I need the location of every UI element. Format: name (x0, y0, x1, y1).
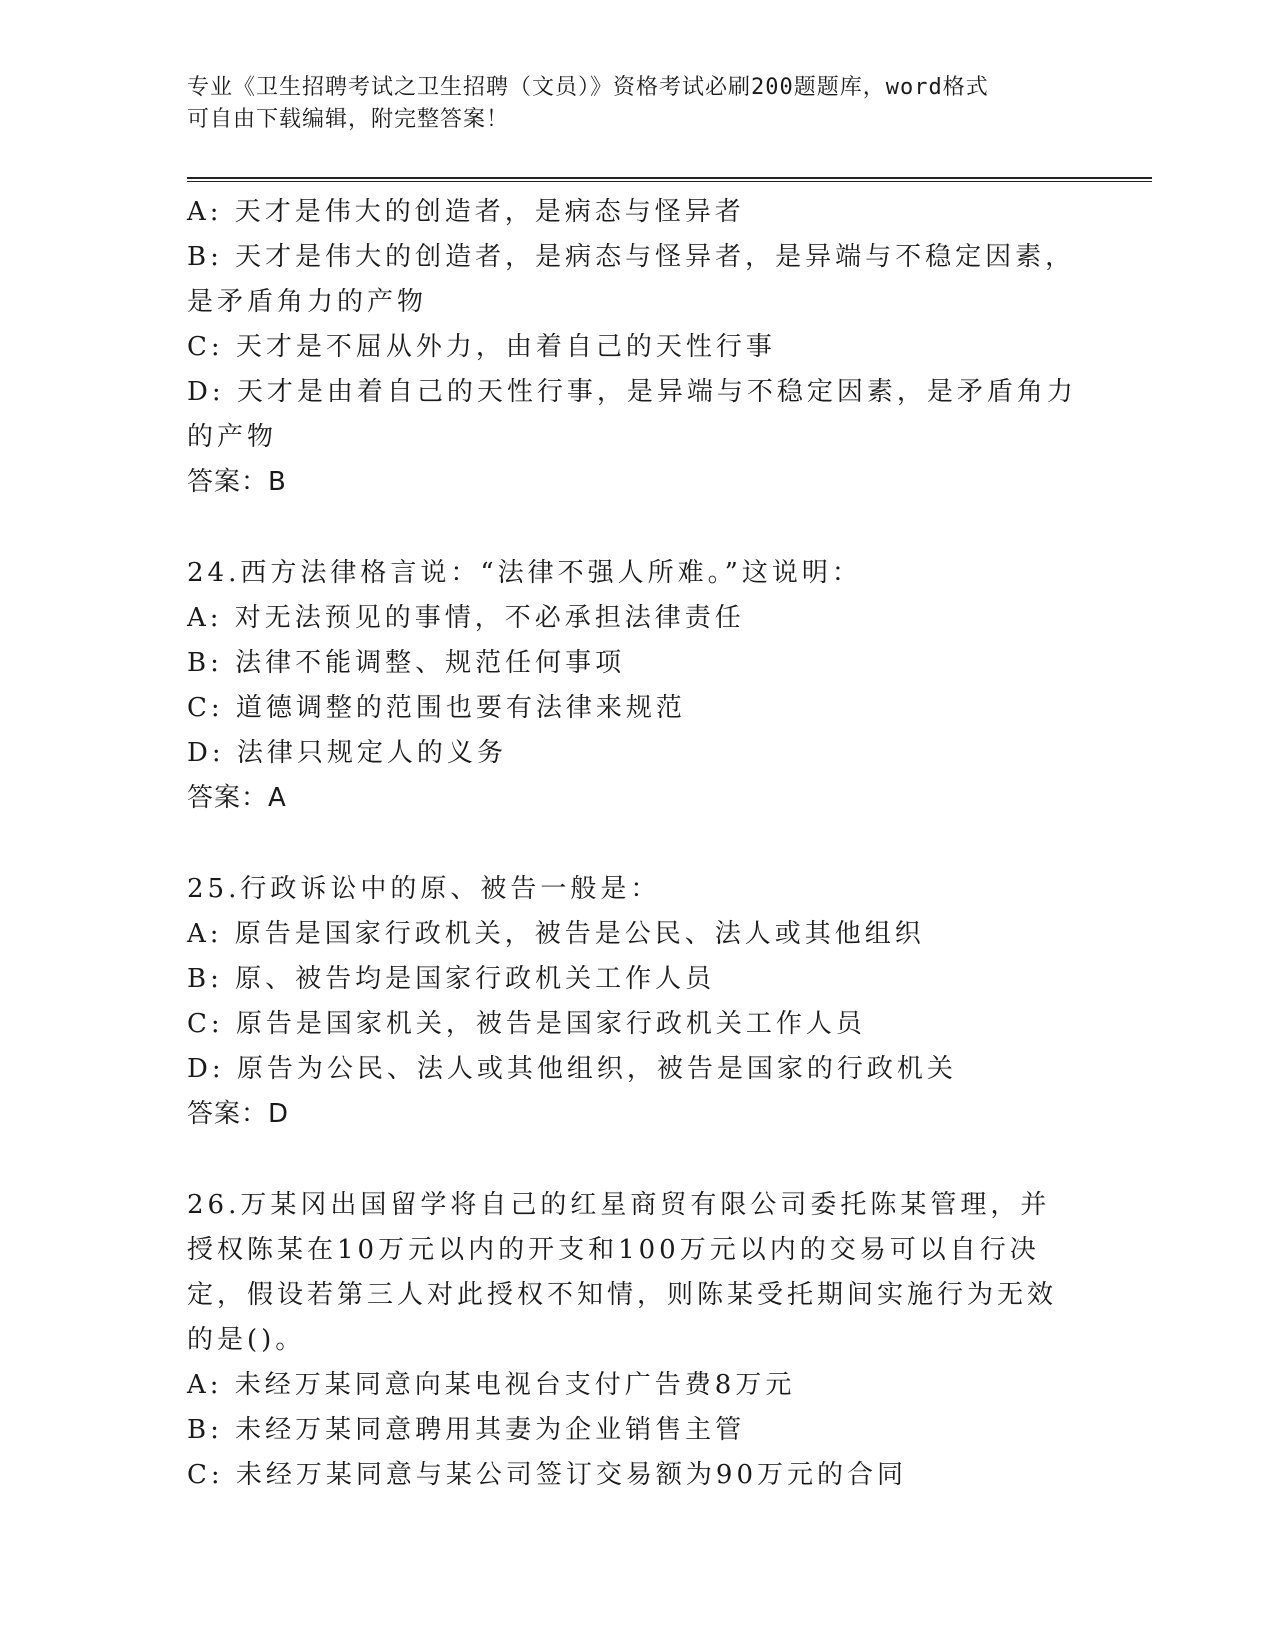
option-b: B: 未经万某同意聘用其妻为企业销售主管 (187, 1415, 746, 1445)
option-a: A: 原告是国家行政机关，被告是公民、法人或其他组织 (187, 919, 925, 949)
question-text: 26.万某冈出国留学将自己的红星商贸有限公司委托陈某管理，并授权陈某在10万元以内的开支和100万元以内的交易可以自行决定，假设若第三人对此授权不知情，则陈某受托期间实施行为无效的是()。 (187, 1190, 1058, 1355)
option-c: C: 未经万某同意与某公司签订交易额为90万元的合同 (187, 1460, 908, 1490)
question-26 (187, 1183, 1077, 1498)
header-divider (187, 177, 1152, 182)
option-a: A: 对无法预见的事情，不必承担法律责任 (187, 603, 745, 633)
question-25 (187, 867, 1077, 1137)
header-line-2: 可自由下载编辑，附完整答案！ (187, 107, 510, 132)
option-a: A: 天才是伟大的创造者，是病态与怪异者 (187, 197, 745, 227)
answer: 答案：A (187, 783, 287, 813)
answer: 答案：D (187, 1099, 290, 1129)
option-b: B: 原、被告均是国家行政机关工作人员 (187, 964, 716, 994)
question-content (187, 190, 1077, 1498)
page-header (187, 72, 1087, 136)
question-24 (187, 551, 1077, 821)
answer: 答案：B (187, 467, 287, 497)
question-text: 24.西方法律格言说：“法律不强人所难。”这说明： (187, 558, 862, 588)
option-d: D: 原告为公民、法人或其他组织，被告是国家的行政机关 (187, 1054, 957, 1084)
option-b: B: 法律不能调整、规范任何事项 (187, 648, 626, 678)
question-text: 25.行政诉讼中的原、被告一般是： (187, 874, 661, 904)
question-23 (187, 190, 1077, 505)
header-line-1: 专业《卫生招聘考试之卫生招聘（文员）》资格考试必刷200题题库，word格式 (187, 75, 989, 100)
option-b: B: 天才是伟大的创造者，是病态与怪异者，是异端与不稳定因素，是矛盾角力的产物 (187, 242, 1076, 317)
option-d: D: 法律只规定人的义务 (187, 738, 507, 768)
option-d: D: 天才是由着自己的天性行事，是异端与不稳定因素，是矛盾角力的产物 (187, 377, 1077, 452)
option-c: C: 天才是不屈从外力，由着自己的天性行事 (187, 332, 776, 362)
option-c: C: 原告是国家机关，被告是国家行政机关工作人员 (187, 1009, 866, 1039)
option-c: C: 道德调整的范围也要有法律来规范 (187, 693, 686, 723)
option-a: A: 未经万某同意向某电视台支付广告费8万元 (187, 1370, 796, 1400)
